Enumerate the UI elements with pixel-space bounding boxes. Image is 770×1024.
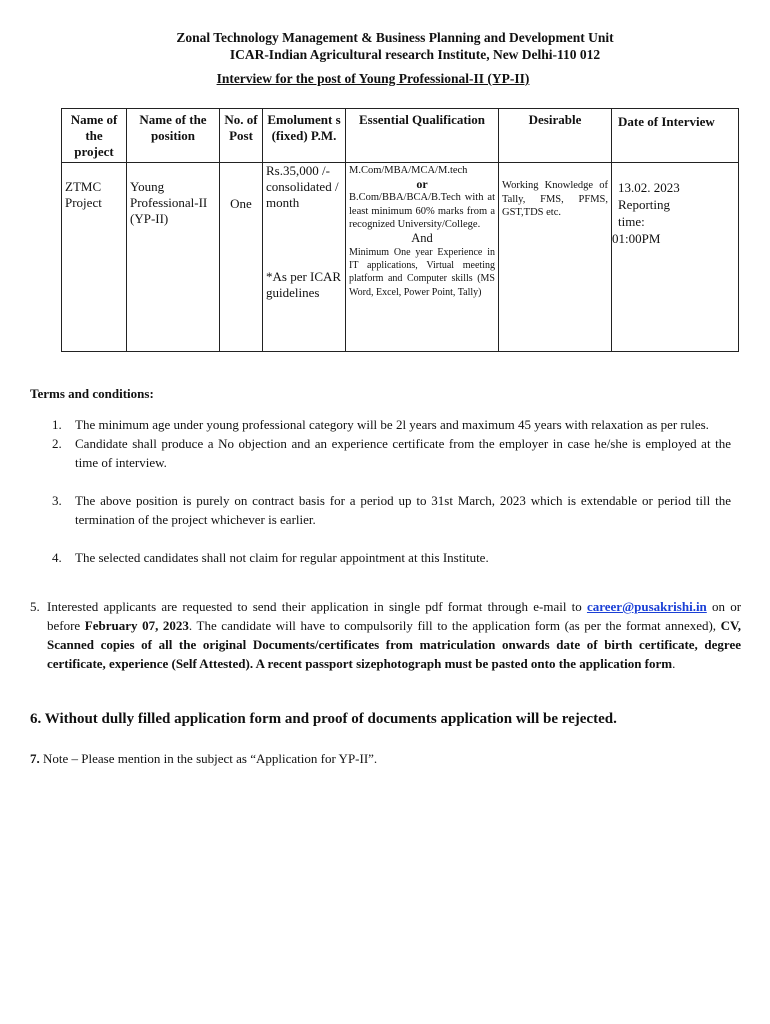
list-item-number: 4. (52, 550, 62, 565)
header-desirable: Desirable (499, 109, 612, 163)
item7-number: 7. (30, 751, 40, 766)
list-item-number: 3. (52, 493, 62, 508)
list-item (31, 491, 731, 529)
item5-text-b: on or before (47, 599, 742, 633)
qual-secondary: B.Com/BBA/BCA/B.Tech with at least minimum 60% marks from a recognized University/College. (349, 192, 495, 231)
cell-desirable: Working Knowledge of Tally, FMS, PFMS, GST,TDS etc. (499, 163, 612, 352)
application-instructions (30, 597, 741, 673)
list-item (31, 434, 731, 472)
item5-number: 5. (30, 599, 40, 614)
required-documents: CV, Scanned copies of all the original Documents/certificates from matriculation onwards date of birth certificate, degree certificate, experience (Self Attested). A recent passport sizephotograph must be pasted onto the application form (47, 618, 742, 671)
list-item-number: 2. (52, 436, 62, 451)
cell-reporting-time: 01:00PM (612, 231, 661, 246)
header-posts: No. of Post (220, 109, 263, 163)
header-position: Name of the position (127, 109, 220, 163)
cell-interview-date: 13.02. 2023 (618, 180, 680, 195)
list-item (31, 415, 731, 434)
header-date: Date of Interview (612, 109, 739, 163)
item5-text-d: . (672, 656, 676, 671)
interview-title: Interview for the post of Young Professional-II (YP-II) (216, 71, 530, 86)
list-item-text: The selected candidates shall not claim for regular appointment at this Institute. (75, 550, 489, 565)
list-item-text: The minimum age under young professional category will be 2l years and maximum 45 years with relaxation as per rules. (75, 417, 709, 432)
header-emolument: Emolument s (fixed) P.M. (263, 109, 346, 163)
qual-and: And (411, 230, 433, 245)
table-row (62, 163, 739, 352)
item7-text: Note – Please mention in the subject as “Application for YP-II”. (43, 751, 378, 766)
career-email-link[interactable]: career@pusakrishi.in (586, 599, 707, 614)
cell-posts: One (220, 163, 263, 352)
qual-experience: Minimum One year Experience in IT applications, Virtual meeting platform and Computer skills (MS Word, Excel, Power Point, Tally) (349, 246, 495, 298)
application-deadline: February 07, 2023 (84, 618, 189, 633)
header-project: Name of the project (62, 109, 127, 163)
list-item-number: 1. (52, 417, 62, 432)
cell-emolument-note: *As per ICAR guidelines (266, 269, 342, 300)
institute-title: ICAR-Indian Agricultural research Institute, New Delhi-110 012 (229, 47, 601, 62)
list-item-text: The above position is purely on contract basis for a period up to 31st March, 2023 which is extendable or period till the termination of the project whichever is earlier. (75, 493, 731, 527)
subject-note (30, 751, 377, 767)
terms-list (31, 415, 731, 567)
qual-or: or (416, 176, 428, 191)
cell-reporting-label: Reporting time: (618, 197, 670, 229)
cell-emolument: Rs.35,000 /- consolidated / month (266, 163, 339, 210)
item5-text-a: Interested applicants are requested to send their application in single pdf format through e-mail to (47, 599, 582, 614)
rejection-notice: 6. Without dully filled application form and proof of documents application will be rejected. (30, 711, 617, 727)
list-item (31, 548, 731, 567)
cell-project: ZTMC Project (62, 163, 127, 352)
header-qualification: Essential Qualification (346, 109, 499, 163)
item5-text-c: . The candidate will have to compulsorily fill to the application form (as per the format annexed), (188, 618, 717, 633)
list-item-text: Candidate shall produce a No objection and an experience certificate from the employer in case he/she is employed at the time of interview. (75, 436, 731, 470)
cell-position: Young Professional-II (YP-II) (127, 163, 220, 352)
qual-primary: M.Com/MBA/MCA/M.tech (349, 165, 468, 176)
vacancy-table (61, 108, 739, 352)
org-unit-title: Zonal Technology Management & Business Planning and Development Unit (176, 30, 614, 45)
terms-title: Terms and conditions: (30, 386, 154, 401)
